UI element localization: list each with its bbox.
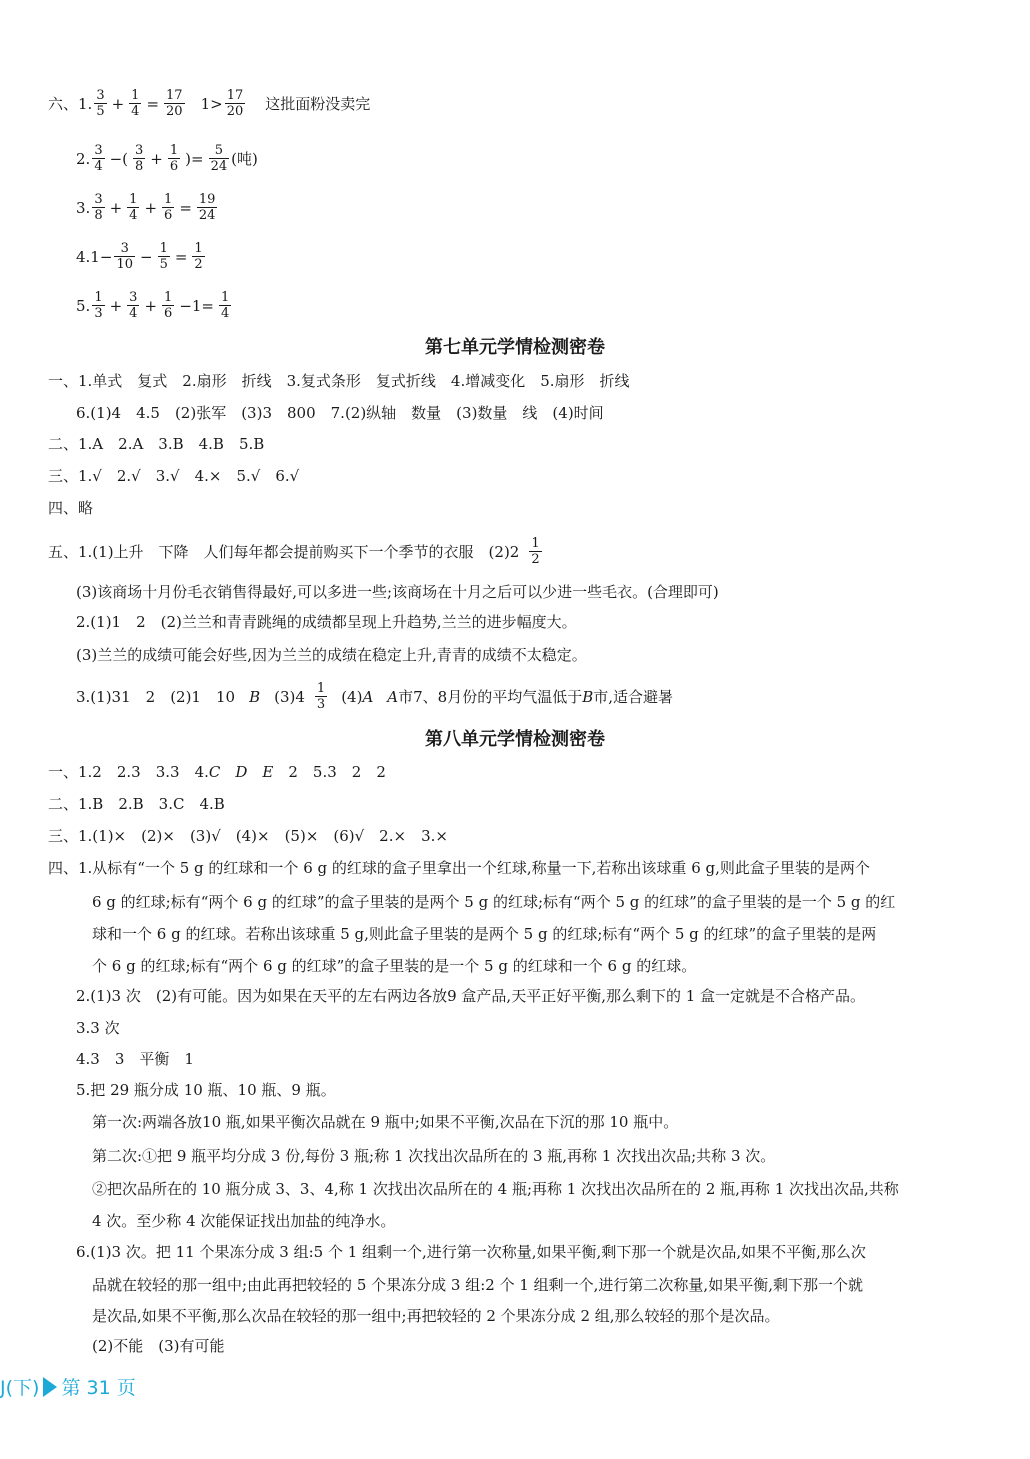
fraction: $\frac{3}{8}$ <box>135 143 144 174</box>
fraction: $\frac{17}{20}$ <box>226 88 244 119</box>
footer-edition: J(下) <box>0 1377 40 1399</box>
answer-6-5: 5. $\frac{1}{3}$ + $\frac{3}{4}$ + $\frac{1}{6}$ −1= $\frac{1}{4}$ <box>76 290 230 321</box>
fraction: $\frac{3}{10}$ <box>116 241 133 272</box>
fraction: $\frac{1}{4}$ <box>131 88 140 119</box>
unit7-line-3: 二、1.A 2.A 3.B 4.B 5.B <box>48 435 265 453</box>
unit8-line-7: 个 6 g 的红球;标有“两个 6 g 的红球”的盒子里装的是一个 5 g 的红球和一个 6 g 的红球。 <box>92 957 697 975</box>
fraction: $\frac{1}{3}$ <box>316 681 326 712</box>
unit8-line-15: 4 次。至少称 4 次能保证找出加盐的纯净水。 <box>92 1212 396 1230</box>
unit8-line-10: 4.3 3 平衡 1 <box>76 1050 194 1068</box>
unit7-title: 第七单元学情检测密卷 <box>425 337 605 358</box>
unit7-line-6: 五、1.(1)上升 下降 人们每年都会提前购买下一个季节的衣服 (2)2 $\frac{1}{2}$ <box>48 536 540 567</box>
fraction: $\frac{3}{8}$ <box>94 192 103 223</box>
fraction: $\frac{1}{2}$ <box>194 241 203 272</box>
fraction: $\frac{1}{6}$ <box>164 192 173 223</box>
fraction: $\frac{3}{4}$ <box>129 290 138 321</box>
play-triangle-icon <box>43 1377 57 1397</box>
fraction: $\frac{17}{20}$ <box>166 88 183 119</box>
fraction: $\frac{3}{5}$ <box>96 88 105 119</box>
unit7-line-10: 3.(1)31 2 (2)1 10 B (3)4 $\frac{1}{3}$ (4) A A 市7、8月份的平均气温低于 B 市,适合避暑 <box>76 681 674 712</box>
fraction: $\frac{1}{6}$ <box>164 290 173 321</box>
answer-6-1: 六、1. $\frac{3}{5}$ + $\frac{1}{4}$ = $\frac{17}{20}$ 1> $\frac{17}{20}$ 这批面粉没卖完 <box>48 88 371 119</box>
unit8-title: 第八单元学情检测密卷 <box>425 729 605 750</box>
fraction: $\frac{1}{4}$ <box>129 192 138 223</box>
unit8-line-1: 一、1.2 2.3 3.3 4.C D E 2 5.3 2 2 <box>48 763 386 781</box>
answer-6-4: 4.1− $\frac{3}{10}$ − $\frac{1}{5}$ = $\frac{1}{2}$ <box>76 241 203 272</box>
unit8-line-9: 3.3 次 <box>76 1019 120 1037</box>
fraction: $\frac{1}{5}$ <box>159 241 168 272</box>
unit8-line-14: ②把次品所在的 10 瓶分成 3、3、4,称 1 次找出次品所在的 4 瓶;再称 1 次找出次品所在的 2 瓶,再称 1 次找出次品,共称 <box>92 1180 899 1198</box>
fraction: $\frac{1}{3}$ <box>94 290 103 321</box>
unit8-line-18: 是次品,如果不平衡,那么次品在较轻的那一组中;再把较轻的 2 个果冻分成 2 组,那么较轻的那个是次品。 <box>92 1307 780 1325</box>
unit7-line-5: 四、略 <box>48 499 94 517</box>
unit8-line-13: 第二次:①把 9 瓶平均分成 3 份,每份 3 瓶;称 1 次找出次品所在的 3 瓶,再称 1 次找出次品;共称 3 次。 <box>92 1147 776 1165</box>
unit8-line-19: (2)不能 (3)有可能 <box>92 1337 225 1355</box>
fraction: $\frac{1}{4}$ <box>221 290 230 321</box>
unit7-line-8: 2.(1)1 2 (2)兰兰和青青跳绳的成绩都呈现上升趋势,兰兰的进步幅度大。 <box>76 613 577 631</box>
unit8-line-5: 6 g 的红球;标有“两个 6 g 的红球”的盒子里装的是两个 5 g 的红球;标有“两个 5 g 的红球”的盒子里装的是一个 5 g 的红 <box>92 893 896 911</box>
unit7-line-9: (3)兰兰的成绩可能会好些,因为兰兰的成绩在稳定上升,青青的成绩不太稳定。 <box>76 646 587 664</box>
unit7-line-2: 6.(1)4 4.5 (2)张军 (3)3 800 7.(2)纵轴 数量 (3)数量 线 (4)时间 <box>76 404 604 422</box>
unit8-line-11: 5.把 29 瓶分成 10 瓶、10 瓶、9 瓶。 <box>76 1081 336 1099</box>
unit8-line-17: 品就在较轻的那一组中;由此再把较轻的 5 个果冻分成 3 组:2 个 1 组剩一个,进行第二次称量,如果平衡,剩下那一个就 <box>92 1276 863 1294</box>
unit8-line-12: 第一次:两端各放10 瓶,如果平衡次品就在 9 瓶中;如果不平衡,次品在下沉的那 10 瓶中。 <box>92 1113 679 1131</box>
answer-6-3: 3. $\frac{3}{8}$ + $\frac{1}{4}$ + $\frac{1}{6}$ = $\frac{19}{24}$ <box>76 192 216 223</box>
fraction: $\frac{3}{4}$ <box>94 143 103 174</box>
unit8-line-8: 2.(1)3 次 (2)有可能。因为如果在天平的左右两边各放9 盒产品,天平正好平衡,那么剩下的 1 盒一定就是不合格产品。 <box>76 987 866 1005</box>
answer-6-2: 2. $\frac{3}{4}$ −( $\frac{3}{8}$ + $\frac{1}{6}$ )= $\frac{5}{24}$ (吨) <box>76 143 258 174</box>
unit7-line-1: 一、1.单式 复式 2.扇形 折线 3.复式条形 复式折线 4.增减变化 5.扇形 折线 <box>48 372 630 390</box>
unit8-line-3: 三、1.(1)× (2)× (3)√ (4)× (5)× (6)√ 2.× 3.× <box>48 827 448 845</box>
unit8-line-6: 球和一个 6 g 的红球。若称出该球重 5 g,则此盒子里装的是两个 5 g 的红球;标有“两个 5 g 的红球”的盒子里装的是两 <box>92 925 877 943</box>
page-footer <box>0 1373 136 1400</box>
fraction: $\frac{5}{24}$ <box>210 143 228 174</box>
unit7-line-7: (3)该商场十月份毛衣销售得最好,可以多进一些;该商场在十月之后可以少进一些毛衣。(合理即可) <box>76 583 719 601</box>
fraction: $\frac{1}{6}$ <box>169 143 179 174</box>
unit8-line-2: 二、1.B 2.B 3.C 4.B <box>48 795 225 813</box>
unit8-line-4: 四、1.从标有“一个 5 g 的红球和一个 6 g 的红球的盒子里拿出一个红球,称量一下,若称出该球重 6 g,则此盒子里装的是两个 <box>48 859 870 877</box>
fraction: $\frac{19}{24}$ <box>198 192 216 223</box>
unit8-line-16: 6.(1)3 次。把 11 个果冻分成 3 组:5 个 1 组剩一个,进行第一次称量,如果平衡,剩下那一个就是次品,如果不平衡,那么次 <box>76 1243 866 1261</box>
fraction: $\frac{1}{2}$ <box>531 536 540 567</box>
unit7-line-4: 三、1.√ 2.√ 3.√ 4.× 5.√ 6.√ <box>48 467 300 485</box>
page-number: 第 31 页 <box>61 1377 136 1399</box>
